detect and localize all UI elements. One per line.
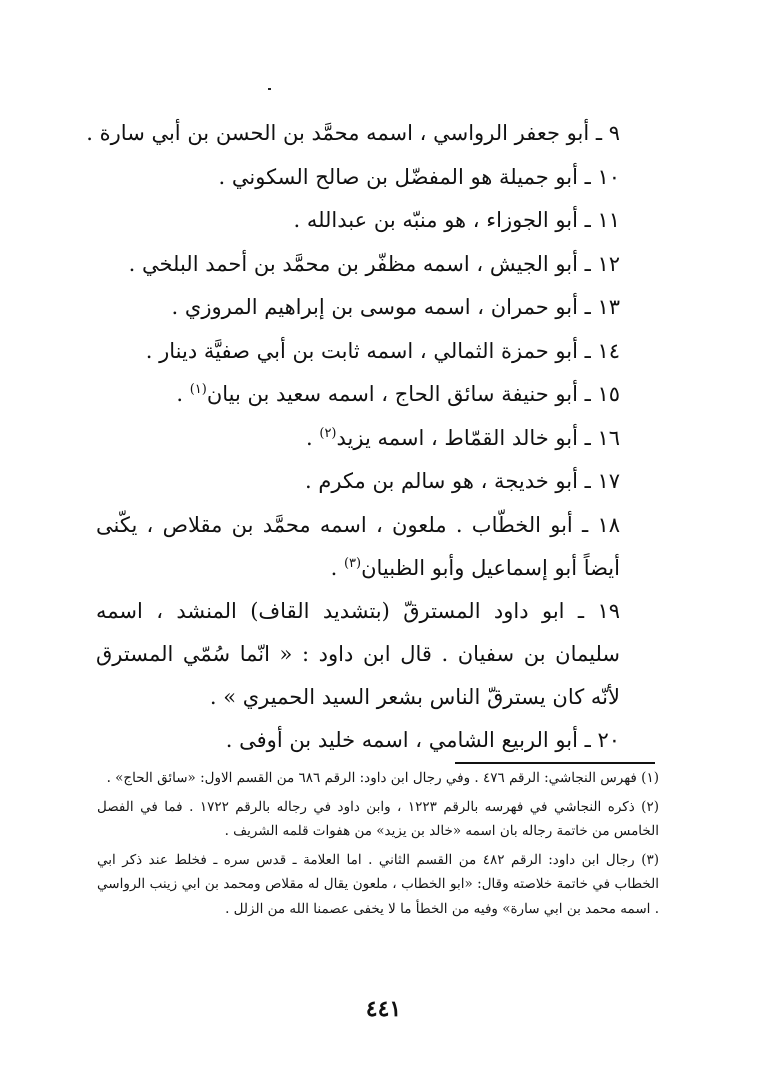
entry-17: ١٧ ـ أبو خديجة ، هو سالم بن مكرم .: [305, 469, 620, 493]
entry-13: ١٣ ـ أبو حمران ، اسمه موسى بن إبراهيم المروزي .: [171, 295, 620, 319]
entry-list: [86, 112, 620, 762]
entry-18-text: ١٨ ـ أبو الخطّاب . ملعون ، اسمه محمَّد بن مقلاص ، يكّنى أيضاً أبو إسماعيل وأبو الظبيان: [96, 512, 620, 580]
entry-10: ١٠ ـ أبو جميلة هو المفضّل بن صالح السكوني .: [218, 164, 620, 189]
entry-11: ١١ ـ أبو الجوزاء ، هو منبّه بن عبدالله .: [293, 208, 620, 232]
entry-16-end: .: [306, 425, 320, 450]
entry-18-end: .: [330, 555, 344, 580]
entry-20: ٢٠ ـ أبو الربيع الشامي ، اسمه خليد بن أوفى .: [225, 727, 620, 752]
footnote-ref-2: (٢): [319, 425, 337, 441]
entry-15: [96, 373, 620, 417]
footnote-1: (١) فهرس النجاشي: الرقم ٤٧٦ . وفي رجال ابن داود: الرقم ٦٨٦ من القسم الاول: «سائق الحاج» .: [106, 770, 659, 786]
entry-15-end: .: [176, 382, 190, 406]
entry-19: ١٩ ـ ابو داود المسترقّ (بتشديد القاف) المنشد ، اسمه سليمان بن سفيان . قال ابن داود : « انّما سُمّي المسترق لأنّه كان يسترقّ الناس بشعر السيد الحميري » .: [96, 598, 620, 709]
entry-12: ١٢ ـ أبو الجيش ، اسمه مظفّر بن محمَّد بن أحمد البلخي .: [128, 251, 620, 276]
footnote-separator: [455, 762, 655, 764]
stray-mark: [268, 88, 271, 90]
entry-14: ١٤ ـ أبو حمزة الثمالي ، اسمه ثابت بن أبي صفيَّة دينار .: [145, 338, 620, 363]
page-number: ٤٤١: [365, 996, 402, 1022]
entry-15-text: ١٥ ـ أبو حنيفة سائق الحاج ، اسمه سعيد بن بيان: [206, 382, 620, 406]
footnotes: [97, 766, 659, 925]
entry-9: ٩ ـ أبو جعفر الرواسي ، اسمه محمَّد بن الحسن بن أبي سارة .: [86, 121, 620, 145]
footnote-2: (٢) ذكره النجاشي في فهرسه بالرقم ١٢٢٣ ، وابن داود في رجاله بالرقم ١٧٢٢ . فما في الفصل الخامس من خاتمة رجاله بان اسمه «خالد بن يزيد» من هفوات قلمه الشريف .: [97, 798, 659, 839]
footnote-ref-3: (٣): [343, 555, 362, 571]
entry-18: [96, 504, 620, 590]
entry-16: [96, 417, 620, 461]
entry-16-text: ١٦ ـ أبو خالد القمّاط ، اسمه يزيد: [336, 425, 620, 450]
footnote-ref-1: (١): [189, 382, 207, 397]
footnote-3: (٣) رجال ابن داود: الرقم ٤٨٢ من القسم الثاني . اما العلامة ـ قدس سره ـ فخلط عند ذكر ابي الخطاب في خاتمة خلاصته وقال: «ابو الخطاب ، ملعون يقال له مقلاص ومحمد بن ابي زينب الرواسي . اسمه محمد بن ابي سارة» وفيه من الخطأ ما لا يخفى عصمنا الله من الزلل .: [97, 851, 660, 917]
